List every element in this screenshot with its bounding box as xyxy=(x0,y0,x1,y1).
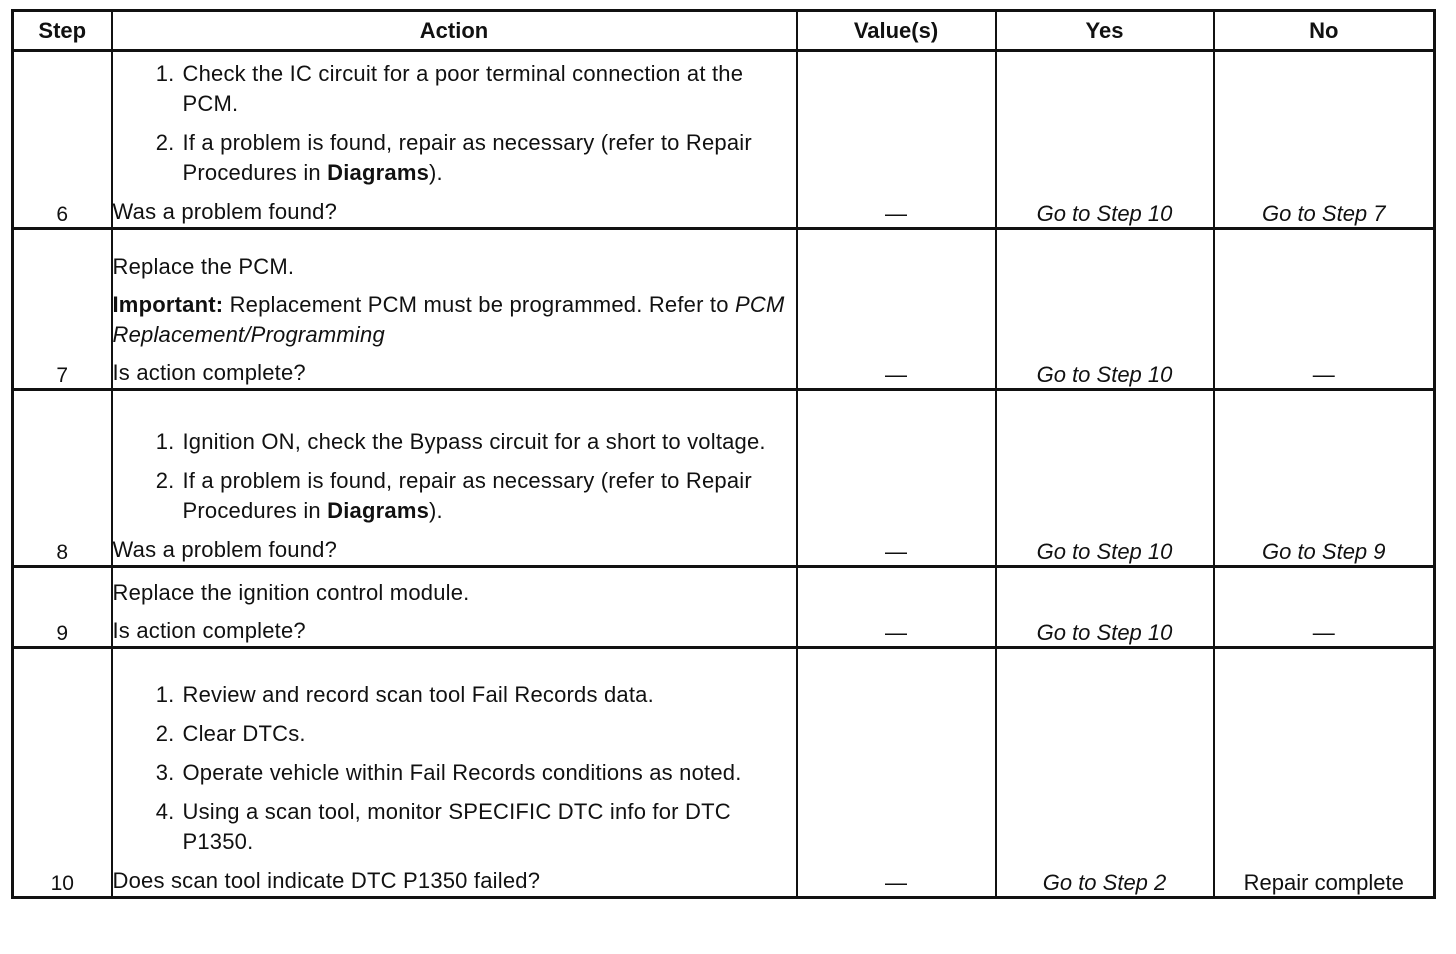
question-text: Is action complete? xyxy=(112,360,306,385)
header-yes: Yes xyxy=(996,11,1214,51)
value-cell: — xyxy=(797,51,996,229)
item-number: 2. xyxy=(155,130,175,155)
action-text: Replace the ignition control module. xyxy=(112,580,470,605)
yes-cell: Go to Step 10 xyxy=(996,390,1214,567)
value-cell: — xyxy=(797,648,996,898)
item-number: 2. xyxy=(155,468,175,493)
item-text: Review and record scan tool Fail Records data. xyxy=(182,682,654,707)
important-label: Important: xyxy=(112,292,224,317)
item-text: Operate vehicle within Fail Records conditions as noted. xyxy=(182,760,742,785)
no-cell: Go to Step 9 xyxy=(1214,390,1435,567)
question-text: Does scan tool indicate DTC P1350 failed? xyxy=(112,868,541,893)
value-cell: — xyxy=(797,390,996,567)
action-cell xyxy=(112,51,797,229)
action-cell xyxy=(112,229,797,390)
step-number: 7 xyxy=(13,229,112,390)
table-row xyxy=(13,229,1435,390)
no-cell: — xyxy=(1214,229,1435,390)
step-number: 8 xyxy=(13,390,112,567)
list-item xyxy=(113,797,796,857)
action-list xyxy=(113,680,796,857)
value-cell: — xyxy=(797,567,996,648)
action-list xyxy=(113,59,796,188)
yes-cell: Go to Step 10 xyxy=(996,229,1214,390)
yes-cell: Go to Step 10 xyxy=(996,51,1214,229)
list-item xyxy=(113,719,796,749)
yes-cell: Go to Step 2 xyxy=(996,648,1214,898)
action-cell xyxy=(112,648,797,898)
step-number: 9 xyxy=(13,567,112,648)
item-number: 1. xyxy=(155,429,175,454)
table-row xyxy=(13,390,1435,567)
header-step: Step xyxy=(13,11,112,51)
header-no: No xyxy=(1214,11,1435,51)
list-item xyxy=(113,59,796,119)
diagnostic-sheet xyxy=(11,9,1436,899)
header-action: Action xyxy=(112,11,797,51)
action-text: Replace the PCM. xyxy=(112,254,295,279)
header-values: Value(s) xyxy=(797,11,996,51)
diagnostic-table xyxy=(11,9,1436,899)
item-number: 1. xyxy=(155,682,175,707)
action-cell xyxy=(112,567,797,648)
no-cell: — xyxy=(1214,567,1435,648)
yes-cell: Go to Step 10 xyxy=(996,567,1214,648)
table-row xyxy=(13,648,1435,898)
question-text: Was a problem found? xyxy=(112,199,338,224)
no-cell: Repair complete xyxy=(1214,648,1435,898)
step-number: 10 xyxy=(13,648,112,898)
list-item xyxy=(113,758,796,788)
reference-bold: Diagrams xyxy=(327,160,430,185)
item-text: Using a scan tool, monitor SPECIFIC DTC info for DTC P1350. xyxy=(182,799,731,854)
list-item xyxy=(113,128,796,188)
list-item xyxy=(113,680,796,710)
step-number: 6 xyxy=(13,51,112,229)
action-list xyxy=(113,427,796,526)
header-row xyxy=(13,11,1435,51)
item-number: 3. xyxy=(155,760,175,785)
list-item xyxy=(113,466,796,526)
important-note: Important: Replacement PCM must be programmed. Refer to PCM Replacement/Programming xyxy=(112,292,785,347)
item-number: 2. xyxy=(155,721,175,746)
no-cell: Go to Step 7 xyxy=(1214,51,1435,229)
item-text: Check the IC circuit for a poor terminal connection at the PCM. xyxy=(182,61,744,116)
reference-bold: Diagrams xyxy=(327,498,430,523)
item-number: 4. xyxy=(155,799,175,824)
item-text: If a problem is found, repair as necessary (refer to Repair Procedures in Diagrams). xyxy=(182,130,752,185)
reference-italic: PCM Replacement/Programming xyxy=(112,292,785,347)
item-text: Clear DTCs. xyxy=(182,721,306,746)
question-text: Was a problem found? xyxy=(112,537,338,562)
table-row xyxy=(13,567,1435,648)
item-text: If a problem is found, repair as necessary (refer to Repair Procedures in Diagrams). xyxy=(182,468,752,523)
list-item xyxy=(113,427,796,457)
table-row xyxy=(13,51,1435,229)
value-cell: — xyxy=(797,229,996,390)
item-text: Ignition ON, check the Bypass circuit for a short to voltage. xyxy=(182,429,766,454)
question-text: Is action complete? xyxy=(112,618,306,643)
item-number: 1. xyxy=(155,61,175,86)
action-cell xyxy=(112,390,797,567)
